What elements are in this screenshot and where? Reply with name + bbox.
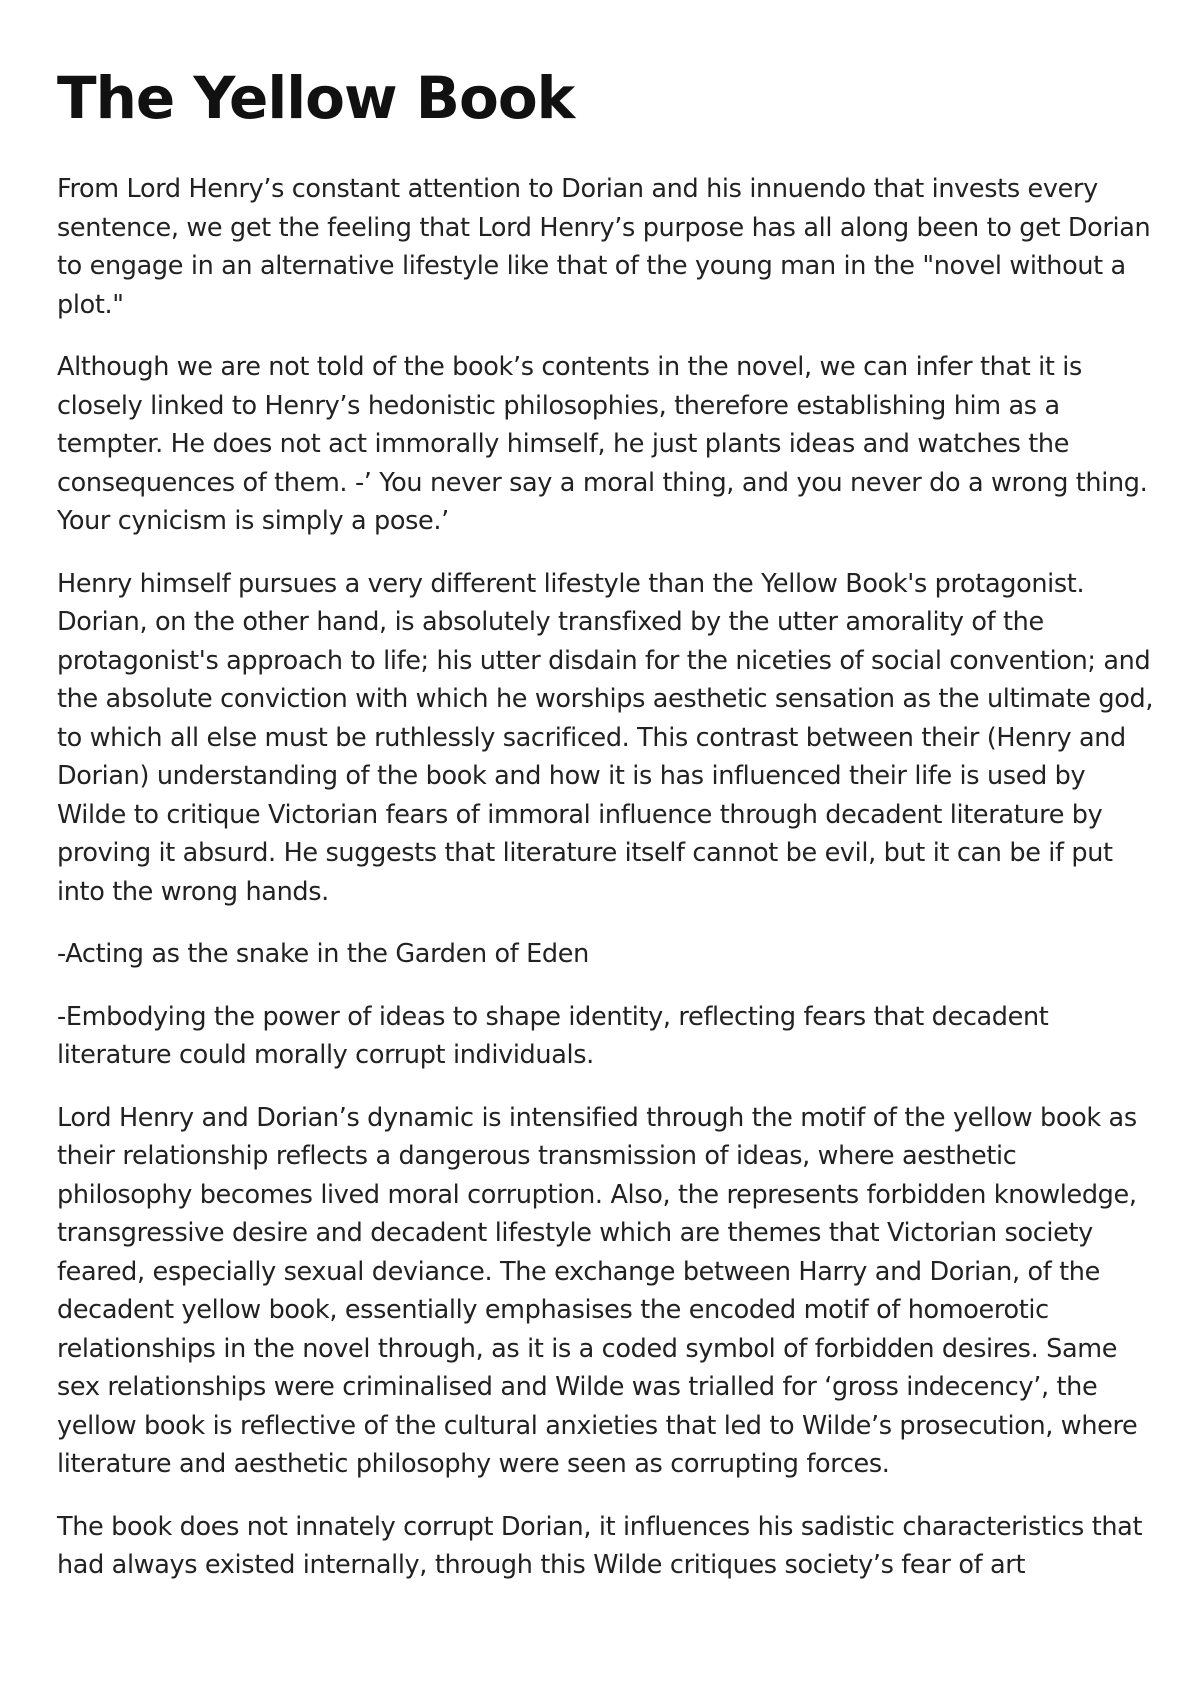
- paragraph-3: Henry himself pursues a very different lifestyle than the Yellow Book's protagonist. Dorian, on the other hand, is absolutely transfixed by the utter amorality of the protagonist's approach to life; his utter disdain for the niceties of social convention; and the absolute conviction with which he worships aesthetic sensation as the ultimate god, to which all else must be ruthlessly sacrificed. This contrast between their (Henry and Dorian) understanding of the book and how it is has influenced their life is used by Wilde to critique Victorian fears of immoral influence through decadent literature by proving it absurd. He suggests that literature itself cannot be evil, but it can be if put into the wrong hands.: [57, 568, 1154, 907]
- paragraph-6: Lord Henry and Dorian’s dynamic is intensified through the motif of the yellow book as their relationship reflects a dangerous transmission of ideas, where aesthetic philosophy becomes lived moral corruption. Also, the represents forbidden knowledge, transgressive desire and decadent lifestyle which are themes that Victorian society feared, especially sexual deviance. The exchange between Harry and Dorian, of the decadent yellow book, essentially emphasises the encoded motif of homoerotic relationships in the novel through, as it is a coded symbol of forbidden desires. Same sex relationships were criminalised and Wilde was trialled for ‘gross indecency’, the yellow book is reflective of the cultural anxieties that led to Wilde’s prosecution, where literature and aesthetic philosophy were seen as corrupting forces.: [57, 1102, 1138, 1479]
- paragraph-7: The book does not innately corrupt Dorian, it influences his sadistic characteristics that had always existed internally, through this Wilde critiques society’s fear of art: [57, 1511, 1143, 1580]
- document-title: The Yellow Book: [57, 64, 575, 132]
- paragraph-4: -Acting as the snake in the Garden of Eden: [57, 939, 589, 969]
- paragraph-1: From Lord Henry’s constant attention to Dorian and his innuendo that invests every sentence, we get the feeling that Lord Henry’s purpose has all along been to get Dorian to engage in an alternative lifestyle like that of the young man in the "novel without a plot.": [57, 174, 1151, 320]
- paragraph-5: -Embodying the power of ideas to shape identity, reflecting fears that decadent literature could morally corrupt individuals.: [57, 1001, 1049, 1070]
- paragraph-2: Although we are not told of the book’s contents in the novel, we can infer that it is closely linked to Henry’s hedonistic philosophies, therefore establishing him as a tempter. He does not act immorally himself, he just plants ideas and watches the consequences of them. -’ You never say a moral thing, and you never do a wrong thing. Your cynicism is simply a pose.’: [57, 352, 1148, 536]
- document-page: [57, 62, 1157, 1609]
